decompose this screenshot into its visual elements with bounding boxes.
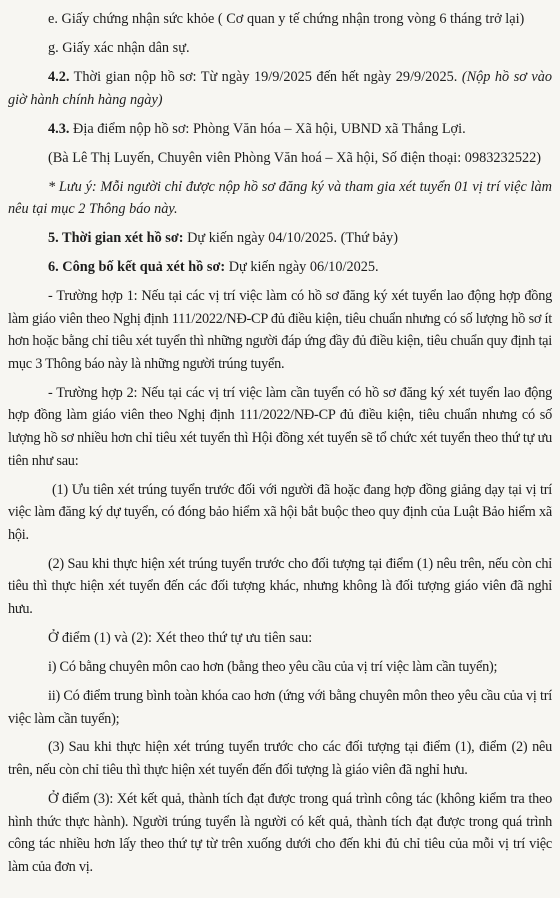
section-4-2-text: Thời gian nộp hồ sơ: Từ ngày 19/9/2025 đến hết ngày 29/9/2025.: [69, 68, 462, 85]
note: * Lưu ý: Mỗi người chỉ được nộp hồ sơ đăng ký và tham gia xét tuyển 01 vị trí việc làm nêu tại mục 2 Thông báo này.: [8, 178, 552, 218]
section-4-2-number: 4.2.: [48, 68, 70, 85]
section-4-3: [8, 118, 552, 141]
section-4-2-note: (Nộp hồ sơ vào giờ hành chính hàng ngày): [8, 68, 553, 108]
case-1: - Trường hợp 1: Nếu tại các vị trí việc làm có hồ sơ đăng ký xét tuyển lao động hợp đồng làm giáo viên theo Nghị định 111/2022/NĐ-CP đủ điều kiện, tiêu chuẩn nhưng có số lượng hồ sơ ít hơn hoặc bằng chỉ tiêu xét tuyển thì những người đáp ứng đầy đủ điều kiện, tiêu chuẩn quy định tại mục 3 Thông báo này là những người trúng tuyển.: [8, 288, 552, 372]
section-4-2: [8, 66, 552, 111]
criteria-3: Ở điểm (3): Xét kết quả, thành tích đạt được trong quá trình công tác (không kiểm tra theo hình thức thực hành). Người trúng tuyển là người có kết quả, thành tích đạt được trong quá trình công tác nhiều hơn lấy theo thứ tự từ trên xuống dưới cho đến khi đủ chỉ tiêu của mỗi vị trí việc làm của đơn vị.: [8, 791, 552, 875]
priority-2: (2) Sau khi thực hiện xét trúng tuyển trước cho đối tượng tại điểm (1) nêu trên, nếu còn chỉ tiêu thì thực hiện xét tuyển đến các đối tượng khác, nhưng không là đối tượng giáo viên đã nghỉ hưu.: [8, 555, 552, 617]
priority-1: (1) Ưu tiên xét trúng tuyển trước đối với người đã hoặc đang hợp đồng giảng dạy tại vị trí việc làm đăng ký dự tuyển, có đóng bảo hiểm xã hội bắt buộc theo quy định của Luật Bảo hiểm xã hội.: [8, 481, 552, 543]
section-6-heading: 6. Công bố kết quả xét hồ sơ:: [48, 259, 226, 276]
criterion-ii: ii) Có điểm trung bình toàn khóa cao hơn (ứng với bằng chuyên môn theo yêu cầu của vị trí việc làm cần tuyển);: [8, 687, 552, 727]
section-5-heading: 5. Thời gian xét hồ sơ:: [48, 230, 184, 247]
section-5: [8, 227, 552, 250]
section-6: [8, 256, 552, 279]
criteria-1-2: Ở điểm (1) và (2): Xét theo thứ tự ưu tiên sau:: [48, 629, 313, 646]
priority-3: (3) Sau khi thực hiện xét trúng tuyển trước cho các đối tượng tại điểm (1), điểm (2) nêu trên, nếu còn chỉ tiêu thì thực hiện xét tuyển đến đối tượng là giáo viên đã nghỉ hưu.: [8, 739, 552, 779]
criterion-i: i) Có bằng chuyên môn cao hơn (bằng theo yêu cầu của vị trí việc làm cần tuyển);: [48, 658, 498, 675]
section-6-text: Dự kiến ngày 06/10/2025.: [225, 259, 379, 276]
item-e-health-certificate: e. Giấy chứng nhận sức khỏe ( Cơ quan y tế chứng nhận trong vòng 6 tháng trở lại): [48, 11, 525, 27]
case-2: - Trường hợp 2: Nếu tại các vị trí việc làm cần tuyển có hồ sơ đăng ký xét tuyển lao động hợp đồng làm giáo viên theo Nghị định 111/2022/NĐ-CP đủ điều kiện, tiêu chuẩn nhưng có số lượng hồ sơ nhiều hơn chỉ tiêu xét tuyển thì Hội đồng xét tuyển sẽ tổ chức xét tuyển theo thứ tự ưu tiên như sau:: [8, 384, 552, 469]
section-4-3-text: Địa điểm nộp hồ sơ: Phòng Văn hóa – Xã hội, UBND xã Thắng Lợi.: [69, 120, 466, 137]
item-g-civil-confirmation: g. Giấy xác nhận dân sự.: [48, 39, 190, 56]
section-5-text: Dự kiến ngày 04/10/2025. (Thứ bảy): [183, 230, 398, 247]
contact-info: (Bà Lê Thị Luyến, Chuyên viên Phòng Văn hoá – Xã hội, Số điện thoại: 0983232522): [48, 149, 542, 166]
section-4-3-number: 4.3.: [48, 120, 70, 137]
